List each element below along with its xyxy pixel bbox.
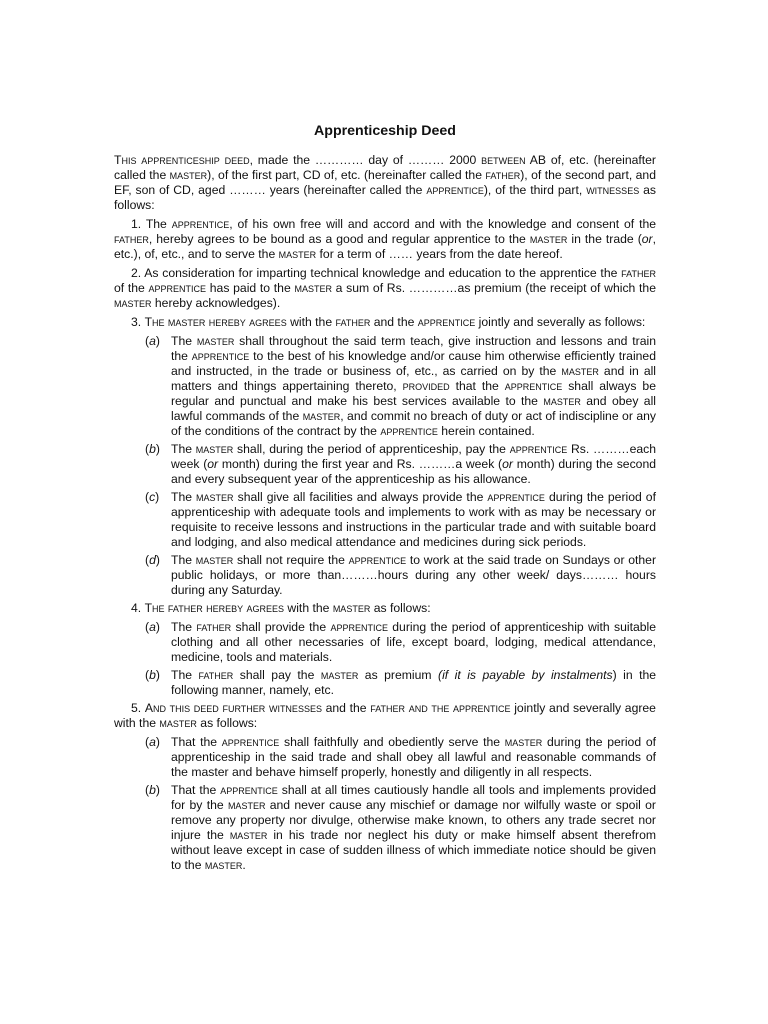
text: between [481,153,526,167]
text: and never cause any mischief or damage nor wilfully waste or spoil or remove any property nor divulge, otherwise make known, to others any trade secret nor injure the [171,798,656,842]
text: The [171,490,197,504]
text: ) [155,783,160,797]
item-label [145,490,159,505]
text: , hereby agrees to be bound as a good and regular apprentice to the [148,232,530,246]
text: master [294,281,332,295]
clause-2 [114,266,656,311]
text: shall faithfully and obediently serve the [279,735,505,749]
text: to work at the said trade on Sundays or other public holidays, or more than………hours during any other week/ days……… hours during any Saturday. [171,553,657,597]
text: shall provide the [231,620,331,634]
text: (if it is payable by instalments [438,668,613,682]
text: ) [155,553,160,567]
text: ( [145,783,150,797]
text: ) [155,620,160,634]
clause-4-b [145,668,657,698]
text: master [195,442,234,456]
text: shall pay the [233,668,321,682]
text: apprentice [348,553,407,567]
clause-3-b [145,442,656,487]
text: ( [145,334,150,348]
text: herein contained. [437,424,535,438]
text: that the [449,379,505,393]
text: b [149,442,156,456]
text: master [204,858,243,872]
text: or [207,457,219,471]
text: or [502,457,513,471]
text: shall give all facilities and always provide the [233,490,488,504]
text: ( [145,442,150,456]
text: and obey all lawful commands of the [171,394,656,423]
deed-body [114,123,656,876]
text: master [195,553,234,567]
text: shall throughout the said term teach, give instruction and lessons and train the [171,334,656,363]
text: That the [171,783,221,797]
clause-5 [114,701,656,731]
text: provided [402,379,450,393]
clause-3-a [145,334,657,439]
text: in the trade ( [567,232,642,246]
text: d [149,553,156,567]
text: master [504,735,543,749]
text: during the period of apprenticeship with suitable clothing and all other necessaries of life, except board, lodging, medical attendance, medicine, tools and materials. [171,620,656,664]
text: AB of, etc. (hereinafter called the [114,153,656,182]
text: apprentice [417,315,476,329]
text: The [171,553,196,567]
text: 4. [131,601,145,615]
text: master [196,334,235,348]
intro-paragraph [114,153,656,213]
text: apprentice [191,349,250,363]
clause-3 [114,315,656,330]
text: month) during the second and every subsequent year of the apprenticeship as his allowance. [171,457,656,486]
text: , of his own free will and accord and with the knowledge and consent of the [229,217,657,231]
text: a [149,735,156,749]
text: . [242,858,246,872]
text: shall always be regular and punctual and make his best services available to the [171,379,656,408]
text: for a term of …… years from the date hereof. [316,247,563,261]
text: apprentice [380,424,438,438]
text: apprentice [221,735,280,749]
text: , made the ………… day of ……… 2000 [249,153,482,167]
text: as premium [358,668,439,682]
text: master [159,716,197,730]
item-label [145,783,160,798]
text: ), of the third part, [483,183,587,197]
text: hereby acknowledges). [151,296,281,310]
item-label [145,553,160,568]
text: of the [114,281,149,295]
text: ( [145,553,150,567]
text: father [485,168,521,182]
text: c [149,490,156,504]
text: as follows: [114,183,657,212]
text: month) during the first year and Rs. ………a week ( [218,457,503,471]
text: master [229,828,268,842]
document-title: Apprenticeship Deed [314,123,456,139]
text: ) [155,668,160,682]
text: master [114,296,152,310]
text: 3. [131,315,145,329]
text: ) in the following manner, namely, etc. [171,668,657,697]
text: master [529,232,568,246]
text: jointly and severally agree with the [114,701,656,730]
text: master [278,247,317,261]
clause-3-d [145,553,657,598]
text: The father hereby agrees [144,601,285,615]
text: apprentice [509,442,568,456]
text: ( [145,668,150,682]
text: The [171,668,199,682]
text: shall at all times cautiously handle all tools and implements provided for by the [171,783,656,812]
clause-3-c [145,490,656,550]
text: apprentice [148,281,207,295]
text: master [169,168,208,182]
text: ( [145,735,150,749]
item-label [145,620,160,635]
text: or [641,232,653,246]
text: And this deed further witnesses [144,701,322,715]
text: master [543,394,581,408]
text: apprentice [220,783,278,797]
text: father [335,315,371,329]
text: master [302,409,341,423]
text: , and commit no breach of duty or act of indiscipline or any of the conditions of the contract by the [171,409,656,438]
text: 2. As consideration for imparting technical knowledge and education to the apprentice the [131,266,622,280]
text: The master hereby agrees [144,315,287,329]
text: Rs. ………each week ( [171,442,656,471]
clause-4-a [145,620,656,665]
text: shall not require the [233,553,349,567]
text: apprentice [487,490,545,504]
text: The [171,442,196,456]
text: , etc.), of, etc., and to serve the [114,232,656,261]
text: during the period of apprenticeship with adequate tools and implements to work with as may be necessary or requisite to receive lessons and instructions in the particular trade and with suitable board and lodging, and also medical attendance and medicines during sick periods. [171,490,656,549]
text: and the [370,315,418,329]
text: b [149,783,156,797]
text: a [149,620,156,634]
text: master [561,364,599,378]
text: shall, during the period of apprenticeship, pay the [233,442,510,456]
text: ) [155,490,160,504]
text: ) [155,442,160,456]
text: This apprenticeship deed [114,153,250,167]
text: father [621,266,656,280]
text: has paid to the [206,281,295,295]
text: a [149,334,156,348]
text: master [196,490,234,504]
text: The [171,334,197,348]
clause-5-a [145,735,656,780]
text: and the [321,701,371,715]
clause-5-b [145,783,656,873]
text: apprentice [171,217,230,231]
text: 5. [131,701,145,715]
text: master [227,798,266,812]
text: jointly and severally as follows: [475,315,646,329]
text: master [320,668,359,682]
text: ) [155,735,160,749]
text: to the best of his knowledge and/or cause him otherwise efficiently trained and instructed, in the trade or business of, etc., as carried on by the [171,349,656,378]
text: apprentice [330,620,388,634]
text: b [149,668,156,682]
text: ( [145,490,150,504]
text: ( [145,620,150,634]
item-label [145,442,160,457]
text: apprentice [504,379,563,393]
text: with the [284,601,333,615]
text: father and the apprentice [370,701,511,715]
text: ) [155,334,160,348]
text: The [171,620,197,634]
text: father [198,668,234,682]
text: in his trade nor neglect his duty or make himself absent therefrom without leave except in case of sudden illness of which immediate notice should be given to the [171,828,656,872]
item-label [145,668,160,683]
item-label [145,735,160,750]
text: witnesses [586,183,640,197]
text: and in all matters and things appertaining thereto, [171,364,657,393]
text: during the period of apprenticeship in the said trade and shall obey all lawful and reasonable commands of the master and behave himself properly, honestly and diligently in all respects. [171,735,656,779]
text: father [114,232,149,246]
text: as follows: [370,601,431,615]
item-label [145,334,160,349]
text: apprentice [426,183,484,197]
text: ), of the first part, CD of, etc. (hereinafter called the [207,168,486,182]
text: father [196,620,232,634]
clause-4 [114,601,656,616]
text: That the [171,735,222,749]
text: a sum of Rs. …………as premium (the receipt of which the [331,281,656,295]
text: 1. The [131,217,172,231]
clause-1 [114,217,656,262]
text: master [332,601,371,615]
text: ), of the second part, and EF, son of CD, aged ……… years (hereinafter called the [114,168,656,197]
text: as follows: [196,716,258,730]
text: with the [286,315,336,329]
